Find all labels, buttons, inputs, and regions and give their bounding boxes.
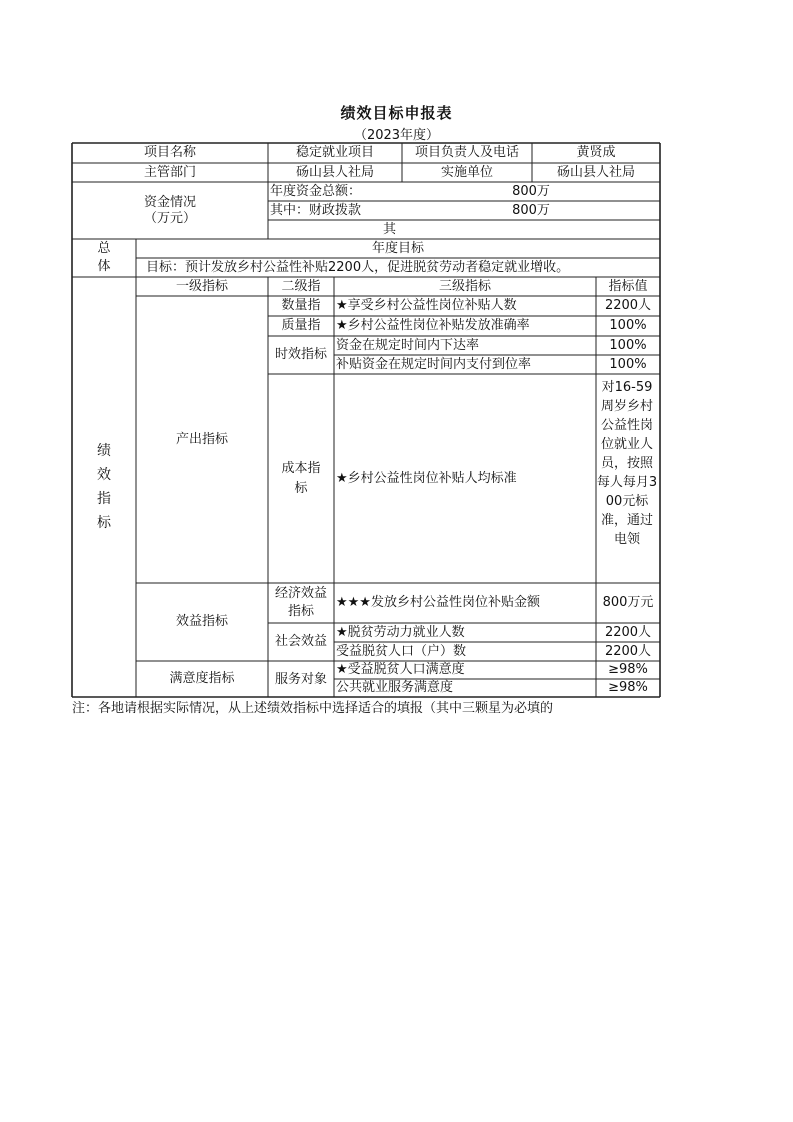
benefit-indicator-label: 效益指标 <box>175 614 228 629</box>
social-label: 社会效益 <box>274 634 327 649</box>
service-label: 服务对象 <box>274 671 327 687</box>
funds-fiscal-label: 其中：财政拨款 <box>270 202 362 218</box>
social-value-1: 2200人 <box>604 624 652 640</box>
perf-side-label: 绩效指标 <box>97 443 111 531</box>
social-item-2: 受益脱贫人口（户）数 <box>336 643 467 659</box>
quality-label: 质量指 <box>281 318 321 333</box>
cost-value: 对16-59周岁乡村公益性岗位就业人员，按照每人每月300元标准，通过电领 <box>596 380 658 547</box>
overall-label-line1: 总 <box>97 241 111 256</box>
impl-label: 实施单位 <box>440 164 493 180</box>
service-value-2: ≥98% <box>608 680 648 695</box>
project-leader-value: 黄贤成 <box>576 145 616 160</box>
funds-fiscal-value: 800万 <box>512 202 550 218</box>
quantity-value: 2200人 <box>604 298 652 313</box>
col-level3: 三级指标 <box>438 278 491 294</box>
overall-label-line2: 体 <box>97 259 111 274</box>
col-level2: 二级指 <box>281 278 321 294</box>
project-leader-label: 项目负责人及电话 <box>414 145 519 160</box>
overall-label <box>72 239 136 277</box>
funds-label-line1: 资金情况 <box>143 194 196 210</box>
service-item-2: 公共就业服务满意度 <box>336 680 454 695</box>
timeliness-value-1: 100% <box>609 337 647 353</box>
social-value-2: 2200人 <box>604 643 652 659</box>
project-name-value: 稳定就业项目 <box>295 145 374 160</box>
quantity-label: 数量指 <box>281 298 321 313</box>
form-year: （2023年度） <box>353 128 440 143</box>
satisfaction-indicator-label: 满意度指标 <box>169 671 235 686</box>
output-indicator-label: 产出指标 <box>175 431 228 447</box>
social-item-1: ★脱贫劳动力就业人数 <box>336 624 465 640</box>
form-title: 绩效目标申报表 <box>340 104 453 122</box>
annual-goal-header: 年度目标 <box>371 240 424 256</box>
col-value: 指标值 <box>608 278 648 294</box>
timeliness-item-2: 补贴资金在规定时间内支付到位率 <box>336 356 532 372</box>
funds-total-value: 800万 <box>512 183 550 199</box>
economic-item: ★★★发放乡村公益性岗位补贴金额 <box>336 595 540 610</box>
dept-label: 主管部门 <box>143 164 196 180</box>
timeliness-value-2: 100% <box>609 356 647 372</box>
service-item-1: ★受益脱贫人口满意度 <box>336 662 465 677</box>
funds-other-label: 其 <box>382 221 396 237</box>
impl-value: 砀山县人社局 <box>556 164 635 180</box>
cost-item: ★乡村公益性岗位补贴人均标准 <box>336 470 517 486</box>
funds-label <box>72 182 268 239</box>
timeliness-label: 时效指标 <box>274 347 327 362</box>
quality-item: ★乡村公益性岗位补贴发放准确率 <box>336 318 530 333</box>
economic-label: 经济效益指标 <box>274 586 327 619</box>
quantity-item: ★享受乡村公益性岗位补贴人数 <box>336 298 517 313</box>
economic-value: 800万元 <box>602 595 654 610</box>
project-name-label: 项目名称 <box>143 145 196 160</box>
funds-label-line2: （万元） <box>143 210 196 226</box>
timeliness-item-1: 资金在规定时间内下达率 <box>336 337 480 353</box>
dept-value: 砀山县人社局 <box>295 164 374 180</box>
cost-label: 成本指标 <box>281 460 321 496</box>
footnote: 注：各地请根据实际情况，从上述绩效指标中选择适合的填报（其中三颗星为必填的 <box>72 701 554 716</box>
col-level1: 一级指标 <box>175 278 228 294</box>
funds-total-label: 年度资金总额： <box>270 183 362 199</box>
service-value-1: ≥98% <box>608 662 648 677</box>
quality-value: 100% <box>609 318 647 333</box>
annual-goal-text: 目标：预计发放乡村公益性补贴2200人，促进脱贫劳动者稳定就业增收。 <box>146 259 570 275</box>
